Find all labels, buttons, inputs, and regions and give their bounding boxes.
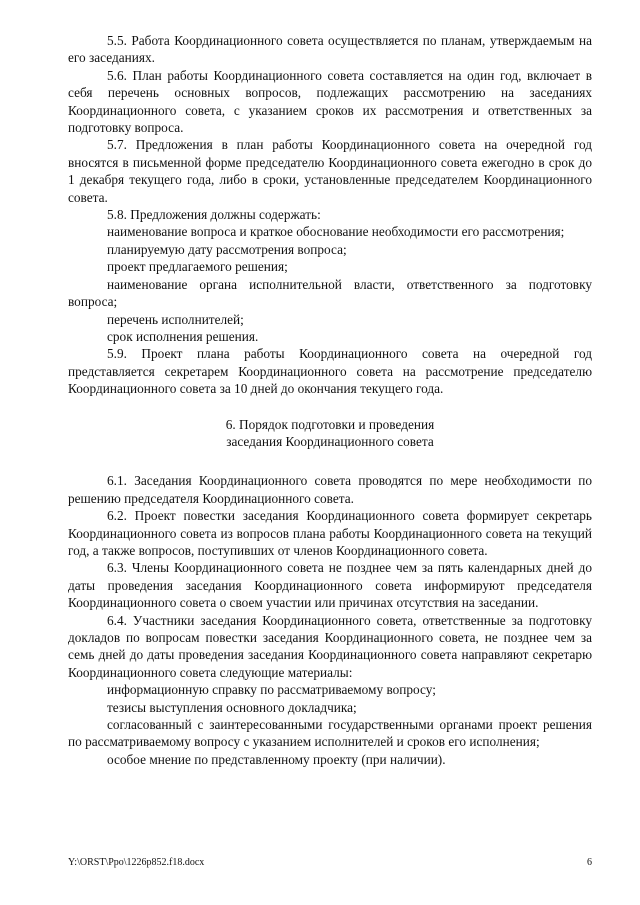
paragraph-5-7: 5.7. Предложения в план работы Координационного совета на очередной год вносятся в письменной форме председателю Координационного совета ежегодно в срок до 1 декабря текущего года, либо в сроки, установленные председателем Координационного совета. bbox=[68, 137, 592, 205]
list-item: наименование вопроса и краткое обоснование необходимости его рассмотрения; bbox=[107, 224, 565, 240]
list-item: информационную справку по рассматриваемому вопросу; bbox=[107, 682, 436, 698]
list-item: наименование органа исполнительной власти, ответственного за подготовку вопроса; bbox=[68, 276, 592, 310]
page-number: 6 bbox=[587, 857, 592, 868]
page-footer bbox=[68, 857, 592, 868]
section-6-title-line-2: заседания Координационного совета bbox=[226, 433, 434, 449]
list-item: тезисы выступления основного докладчика; bbox=[107, 699, 357, 715]
list-item: перечень исполнителей; bbox=[107, 311, 244, 327]
paragraph-6-1: 6.1. Заседания Координационного совета проводятся по мере необходимости по решению председателя Координационного совета. bbox=[68, 473, 592, 506]
list-item: планируемую дату рассмотрения вопроса; bbox=[107, 241, 347, 257]
list-item: срок исполнения решения. bbox=[107, 328, 259, 344]
file-path: Y:\ORST\Ppo\1226p852.f18.docx bbox=[68, 857, 205, 868]
list-item: проект предлагаемого решения; bbox=[107, 259, 288, 275]
paragraph-5-8: 5.8. Предложения должны содержать: bbox=[107, 207, 321, 223]
paragraph-6-3: 6.3. Члены Координационного совета не позднее чем за пять календарных дней до даты проведения заседания Координационного совета информируют председателя Координационного совета о своем участии или причинах отсутствия на заседании. bbox=[68, 560, 592, 611]
paragraph-5-6: 5.6. План работы Координационного совета составляется на один год, включает в себя перечень основных вопросов, подлежащих рассмотрению на заседаниях Координационного совета, с указанием сроков их рассмотрения и ответственных за подготовку вопроса. bbox=[68, 67, 592, 136]
paragraph-5-9: 5.9. Проект плана работы Координационного совета на очередной год представляется секретарем Координационного совета на рассмотрение председателю Координационного совета за 10 дней до окончания текущего года. bbox=[68, 346, 592, 397]
paragraph-6-4: 6.4. Участники заседания Координационного совета, ответственные за подготовку докладов по вопросам повестки заседания Координационного совета, не позднее чем за семь дней до даты проведения заседания Координационного совета направляют секретарю Координационного совета следующие материалы: bbox=[68, 612, 592, 680]
list-item: особое мнение по представленному проекту (при наличии). bbox=[107, 751, 446, 767]
section-6-heading bbox=[68, 416, 592, 451]
list-item: согласованный с заинтересованными государственными органами проект решения по рассматриваемому вопросу с указанием исполнителей и сроков его исполнения; bbox=[68, 717, 592, 750]
document-page bbox=[68, 32, 592, 768]
paragraph-6-2: 6.2. Проект повестки заседания Координационного совета формирует секретарь Координационного совета из вопросов плана работы Координационного совета на текущий год, а также вопросов, поступивших от членов Координационного совета. bbox=[68, 508, 592, 558]
section-6-title-line-1: 6. Порядок подготовки и проведения bbox=[225, 416, 435, 432]
paragraph-5-5: 5.5. Работа Координационного совета осуществляется по планам, утверждаемым на его заседаниях. bbox=[68, 33, 592, 66]
